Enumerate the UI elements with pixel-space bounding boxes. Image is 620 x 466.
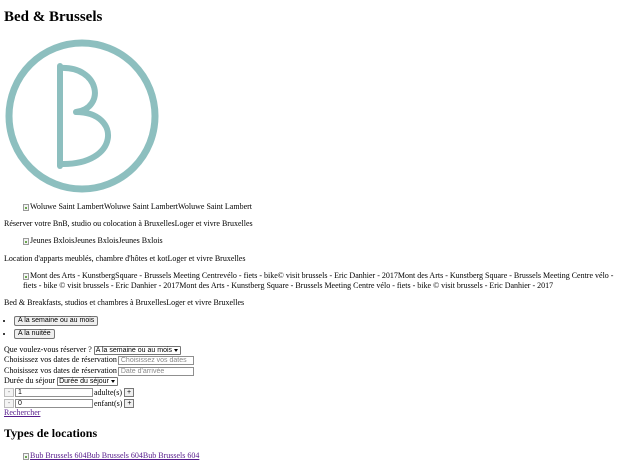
location-card-link[interactable] — [23, 451, 199, 461]
hero-slide-1-caption: Réserver votre BnB, studio ou colocation à BruxellesLoger et vivre Bruxelles — [4, 219, 253, 228]
broken-image-icon — [23, 273, 29, 280]
broken-image-icon — [23, 238, 29, 245]
adults-label: adulte(s) — [94, 387, 122, 397]
dates-label-2: Choisissez vos dates de réservation — [4, 366, 117, 375]
dates-label-1: Choisissez vos dates de réservation — [4, 355, 117, 364]
search-submit-link[interactable] — [4, 408, 40, 418]
hero-slide-2-alt: Jeunes BxloisJeunes BxloisJeunes Bxlois — [30, 236, 163, 245]
duration-select[interactable] — [57, 377, 118, 386]
dates-row-2 — [4, 366, 194, 376]
hero-slide-1-image — [23, 202, 252, 212]
reservation-type-row — [4, 345, 181, 355]
children-label: enfant(s) — [94, 398, 123, 408]
hero-slide-1-alt: Woluwe Saint LambertWoluwe Saint LambertWoluwe Saint Lambert — [30, 202, 253, 211]
duration-label: Durée du séjour — [4, 376, 56, 385]
search-submit-label[interactable]: Rechercher — [4, 408, 41, 417]
adults-increment-button[interactable]: + — [124, 388, 134, 397]
reservation-type-label: Que voulez-vous réserver ? — [4, 345, 92, 354]
adults-decrement-button[interactable]: - — [4, 388, 14, 397]
location-card-link-label[interactable]: Bub Brussels 604Bub Brussels 604Bub Brussels 604 — [30, 451, 200, 460]
hero-slide-3-caption: Bed & Breakfasts, studios et chambres à BruxellesLoger et vivre Bruxelles — [4, 298, 245, 307]
logo-b-icon — [4, 38, 160, 194]
arrival-date-input[interactable]: Date d'arrivée — [118, 367, 194, 376]
booking-mode-list — [14, 316, 98, 341]
mode-nightly-button[interactable]: A la nuitée — [14, 329, 55, 339]
hero-slide-2-image — [23, 236, 163, 246]
hero-slide-3-image — [23, 271, 613, 281]
children-stepper — [4, 398, 134, 408]
children-decrement-button[interactable]: - — [4, 399, 14, 408]
adults-input[interactable]: 1 — [15, 388, 93, 397]
broken-image-icon — [23, 453, 29, 460]
duration-row — [4, 376, 118, 386]
list-item — [14, 329, 98, 341]
broken-image-icon — [23, 204, 29, 211]
reservation-type-select[interactable] — [94, 346, 181, 355]
dates-row-1 — [4, 355, 194, 365]
adults-stepper — [4, 387, 134, 397]
hero-slide-3-alt-line2: fiets - bike © visit brussels - Eric Danhier - 2017Mont des Arts - Kunstberg Square - Brussels Meeting Centre vélo - fiets - bike © visit brussels - Eric Danhier - 2017 — [23, 281, 554, 290]
list-item — [14, 316, 98, 328]
duration-value: Durée du séjour — [59, 377, 109, 385]
mode-weekly-button[interactable]: A la semaine ou au mois — [14, 316, 98, 326]
locations-section-title: Types de locations — [4, 426, 98, 440]
dates-input-1[interactable]: Choisissez vos dates — [118, 356, 194, 365]
hero-slide-3-alt-line1: Mont des Arts - KunstbergSquare - Brussels Meeting Centrevélo - fiets - bike© visit brussels - Eric Danhier - 2017Mont des Arts - Kunstberg Square - Brussels Meeting Centre vélo - — [30, 271, 614, 280]
hero-slide-2-caption: Location d'apparts meublés, chambre d'hôtes et kotLoger et vivre Bruxelles — [4, 254, 246, 263]
children-increment-button[interactable]: + — [124, 399, 134, 408]
site-title: Bed & Brussels — [4, 9, 103, 25]
children-input[interactable]: 0 — [15, 399, 93, 408]
reservation-type-value: A la semaine ou au mois — [95, 346, 173, 354]
